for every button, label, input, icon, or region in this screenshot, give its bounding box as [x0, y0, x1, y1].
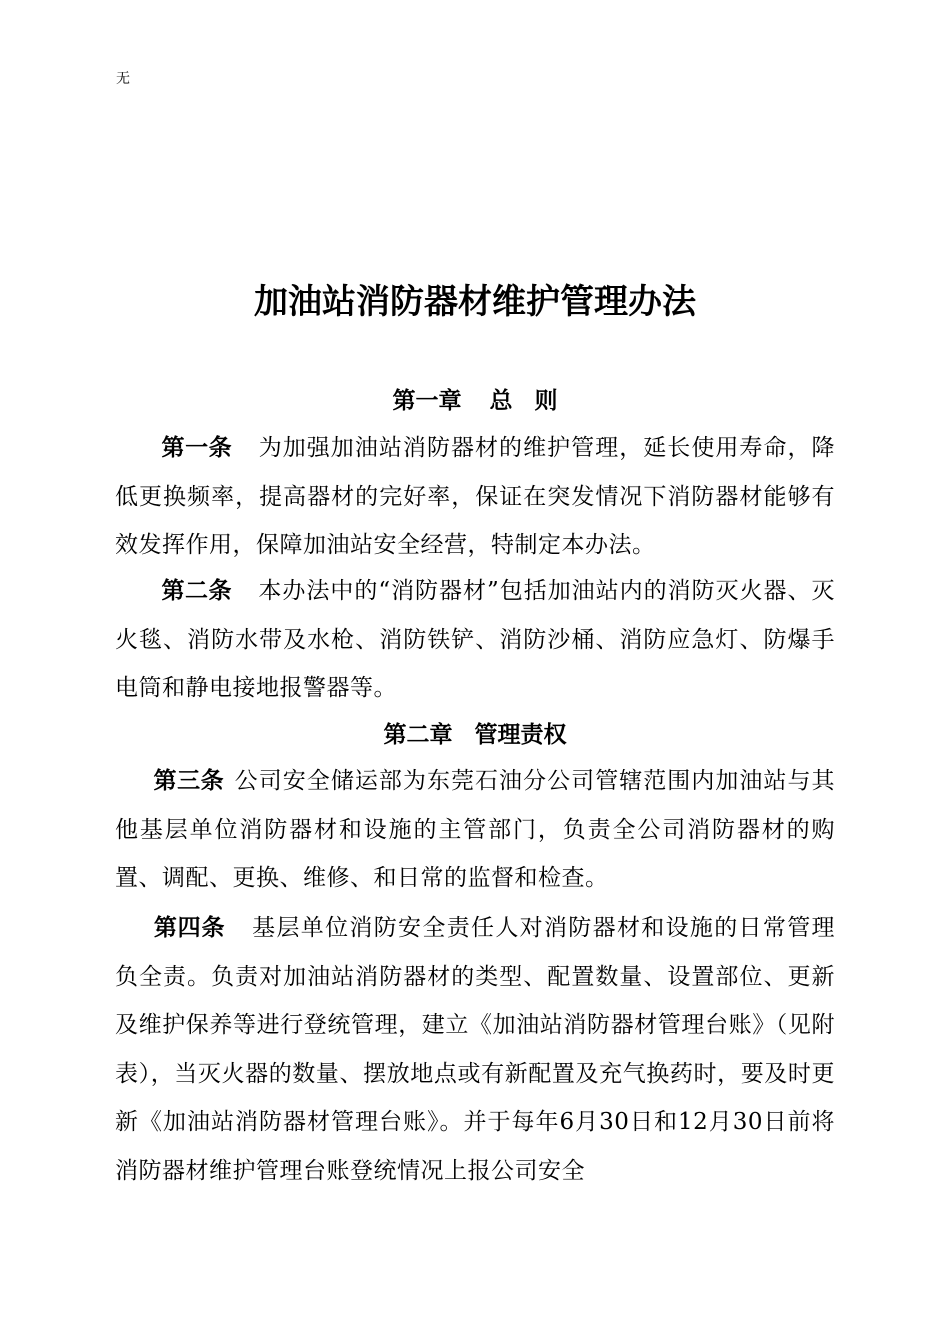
article-label: 第二条 [161, 578, 232, 604]
article-paragraph [115, 904, 835, 1195]
chapter-title-part: 总 [489, 388, 513, 414]
article-label: 第一条 [161, 435, 233, 461]
article-text: 基层单位消防安全责任人对消防器材和设施的日常管理负全责。负责对加油站消防器材的类型、配置数量、设置部位、更新及维护保养等进行登统管理，建立《加油站消防器材管理台账》（见附表），当灭火器的数量、摆放地点或有新配置及充气换药时，要及时更新《加油站消防器材管理台账》。并于每年6月30日和12月30日前将消防器材维护管理台账登统情况上报公司安全 [115, 915, 836, 1184]
chapter-heading [0, 386, 950, 416]
article-text: 本办法中的“消防器材”包括加油站内的消防灭火器、灭火毯、消防水带及水枪、消防铁铲、消防沙桶、消防应急灯、防爆手电筒和静电接地报警器等。 [115, 578, 835, 701]
chapter-label: 第二章 [383, 722, 453, 748]
chapter-heading [0, 720, 950, 750]
article-paragraph [115, 757, 835, 903]
article-label: 第三条 [153, 768, 225, 794]
article-label: 第四条 [153, 915, 226, 941]
chapter-label: 第一章 [392, 388, 462, 414]
document-title: 加油站消防器材维护管理办法 [254, 282, 696, 322]
chapter-title-part: 则 [534, 388, 558, 414]
article-paragraph [115, 567, 835, 713]
article-text: 为加强加油站消防器材的维护管理，延长使用寿命，降低更换频率，提高器材的完好率，保证在突发情况下消防器材能够有效发挥作用，保障加油站安全经营，特制定本办法。 [115, 435, 836, 558]
article-paragraph [115, 424, 835, 570]
article-text: 公司安全储运部为东莞石油分公司管辖范围内加油站与其他基层单位消防器材和设施的主管部门，负责全公司消防器材的购置、调配、更换、维修、和日常的监督和检查。 [115, 768, 836, 891]
header-mark: 无 [116, 71, 130, 87]
chapter-title: 管理责权 [474, 722, 567, 748]
